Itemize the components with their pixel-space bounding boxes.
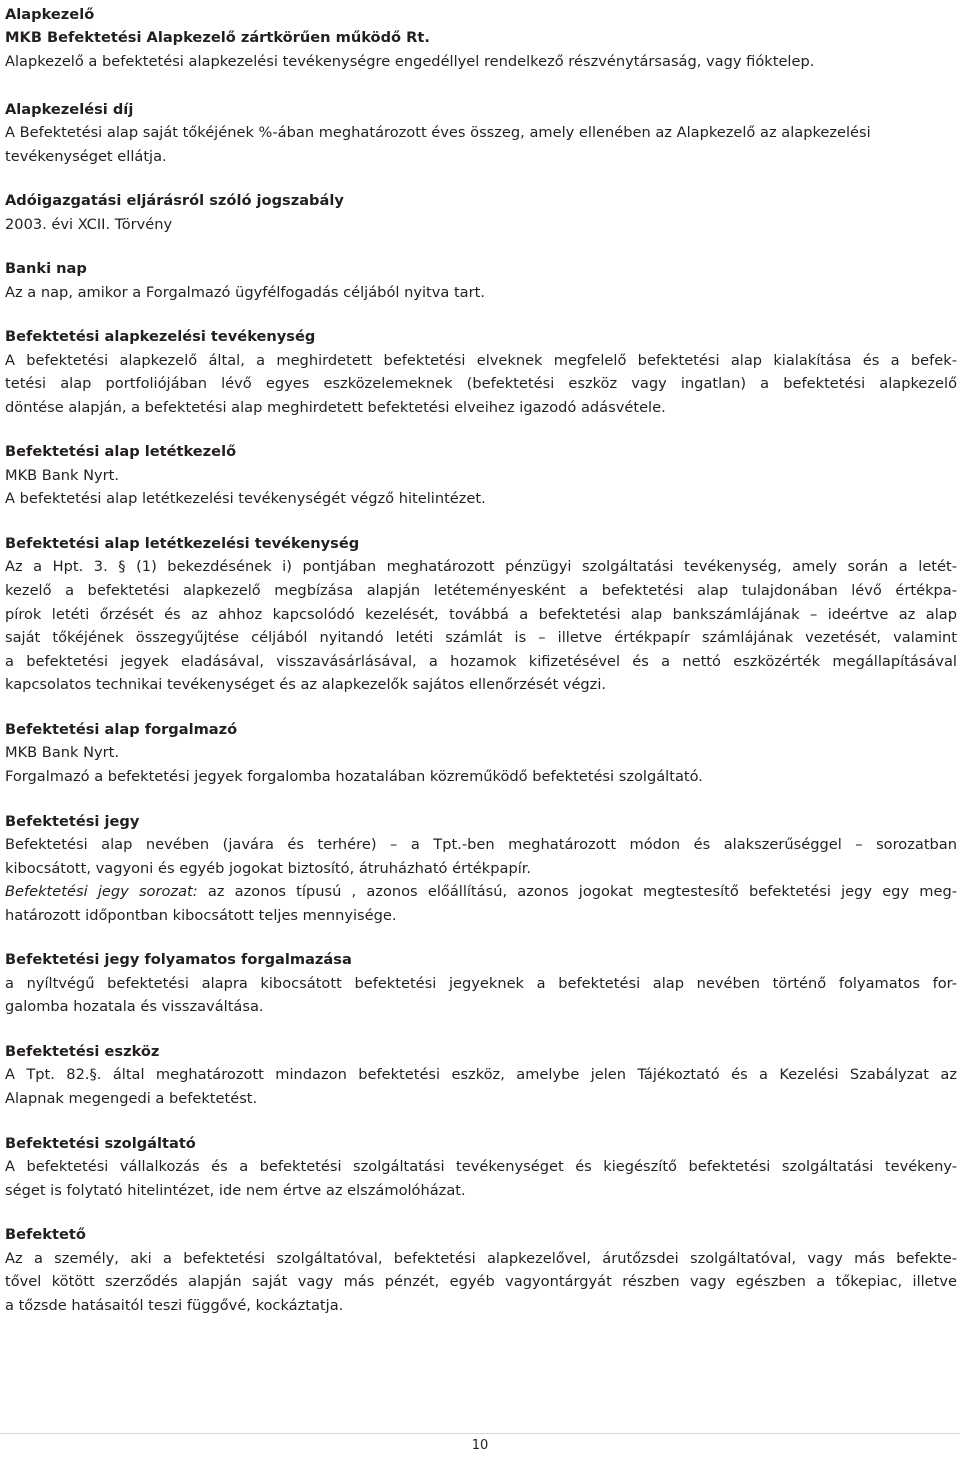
definition-line: a nyíltvégű befektetési alapra kibocsátott befektetési jegyeknek a befektetési alap nevében történő folyamatos for- <box>5 974 957 992</box>
definition-entry <box>5 1223 957 1317</box>
definition-entry <box>5 1132 957 1203</box>
term-heading: Befektetési alap letétkezelési tevékenység <box>5 534 360 552</box>
definition-line: 2003. évi XCII. Törvény <box>5 215 173 233</box>
definition-line: Forgalmazó a befektetési jegyek forgalomba hozatalában közreműködő befektetési szolgáltató. <box>5 767 703 785</box>
term-heading: Befektetési alap letétkezelő <box>5 443 237 461</box>
definition-entry <box>5 189 957 236</box>
term-heading: Befektetési eszköz <box>5 1042 160 1060</box>
definition-line: tevékenységet ellátja. <box>5 147 167 165</box>
definition-line: A befektetési alap letétkezelési tevékenységét végző hitelintézet. <box>5 490 486 508</box>
definition-line: MKB Bank Nyrt. <box>5 466 120 484</box>
page-footer <box>0 1433 960 1458</box>
definition-line: Alapkezelő a befektetési alapkezelési tevékenységre engedéllyel rendelkező részvénytársaság, vagy fióktelep. <box>5 53 815 70</box>
term-heading: Befektetési jegy folyamatos forgalmazása <box>5 951 352 969</box>
definition-entry <box>5 810 957 928</box>
definition-line: Az a nap, amikor a Forgalmazó ügyfélfogadás céljából nyitva tart. <box>5 283 485 301</box>
definition-entry <box>5 98 957 169</box>
definition-entry <box>5 718 957 789</box>
definition-line: MKB Befektetési Alapkezelő zártkörűen működő Rt. <box>5 29 430 47</box>
definition-line: kibocsátott, vagyoni és egyéb jogokat biztosító, átruházható értékpapír. <box>5 859 532 877</box>
definition-entry <box>5 1040 957 1111</box>
definition-line: A Tpt. 82.§. által meghatározott mindazon befektetési eszköz, amelybe jelen Tájékoztató és a Kezelési Szabályzat az <box>5 1066 957 1084</box>
term-heading: Alapkezelési díj <box>5 100 134 118</box>
definition-line: a befektetési jegyek eladásával, visszavásárlásával, a hozamok kifizetésével és a nettó eszközérték megállapításával <box>5 652 957 670</box>
series-text: az azonos típusú , azonos előállítású, azonos jogokat megtestesítő befektetési jegy egy meg- <box>207 883 957 901</box>
definition-entry <box>5 440 957 511</box>
term-heading: Adóigazgatási eljárásról szóló jogszabály <box>5 192 344 210</box>
definition-line: Az a Hpt. 3. § (1) bekezdésének i) pontjában meghatározott pénzügyi szolgáltatási tevékenység, amely során a letét- <box>5 558 957 576</box>
term-heading: Alapkezelő <box>5 6 95 23</box>
definition-line: galomba hozatala és visszaváltása. <box>5 998 264 1016</box>
term-heading: Befektetési szolgáltató <box>5 1134 196 1152</box>
definition-entry <box>5 3 957 74</box>
term-heading: Befektetési alap forgalmazó <box>5 720 238 738</box>
definition-entry <box>5 325 957 419</box>
definition-line: pírok letéti őrzését és az ahhoz kapcsolódó kezelését, továbbá a befektetési alap bankszámlájának – ideértve az alap <box>5 605 957 623</box>
definition-line: séget is folytató hitelintézet, ide nem értve az elszámolóházat. <box>5 1181 466 1199</box>
definition-line: MKB Bank Nyrt. <box>5 744 120 762</box>
definition-line: saját tőkéjének összegyűjtése céljából nyitandó letéti számlát is – illetve értékpapír számlájának vezetését, valamint <box>5 629 957 647</box>
definition-line: kezelő a befektetési alapkezelő megbízása alapján letéteményesként a befektetési alap tulajdonában lévő értékpa- <box>5 581 957 599</box>
definition-line: Az a személy, aki a befektetési szolgáltatóval, befektetési alapkezelővel, árutőzsdei szolgáltatóval, vagy más befekte- <box>5 1249 957 1267</box>
definition-line: Alapnak megengedi a befektetést. <box>5 1089 258 1107</box>
definition-entry <box>5 948 957 1019</box>
page-number: 10 <box>471 1438 489 1453</box>
definition-line: a tőzsde hatásaitól teszi függővé, kockáztatja. <box>5 1296 344 1314</box>
definition-line: Befektetési alap nevében (javára és terhére) – a Tpt.-ben meghatározott módon és alakszerűséggel – sorozatban <box>5 835 957 853</box>
italic-label: Befektetési jegy sorozat: <box>5 883 198 901</box>
term-heading: Befektető <box>5 1226 86 1244</box>
definition-line: tetési alap portfoliójában lévő egyes eszközelemeknek (befektetési eszköz vagy ingatlan) a befektetési alapkezelő <box>5 375 957 393</box>
document-body <box>5 3 957 1338</box>
definition-entry <box>5 532 957 697</box>
definition-line: határozott időpontban kibocsátott teljes mennyisége. <box>5 906 397 924</box>
definition-line: A befektetési vállalkozás és a befektetési szolgáltatási tevékenységet és kiegészítő befektetési szolgáltatási tevékeny- <box>5 1157 957 1175</box>
definition-line: döntése alapján, a befektetési alap meghirdetett befektetési elveihez igazodó adásvétele. <box>5 398 666 416</box>
definition-line: A befektetési alapkezelő által, a meghirdetett befektetési elveknek megfelelő befektetési alap kialakítása és a befek- <box>5 351 957 369</box>
term-heading: Banki nap <box>5 260 87 278</box>
term-heading: Befektetési jegy <box>5 812 140 830</box>
definition-line: A Befektetési alap saját tőkéjének %-ában meghatározott éves összeg, amely ellenében az Alapkezelő az alapkezelési <box>5 124 871 141</box>
definition-line: tővel kötött szerződés alapján saját vagy más pénzét, egyéb vagyontárgyát részben vagy egészben a tőkepiac, illetve <box>5 1273 957 1291</box>
definition-line: kapcsolatos technikai tevékenységet és az alapkezelők sajátos ellenőrzését végzi. <box>5 676 607 694</box>
definition-entry <box>5 257 957 304</box>
term-heading: Befektetési alapkezelési tevékenység <box>5 328 316 346</box>
definition-line-series <box>5 880 957 904</box>
